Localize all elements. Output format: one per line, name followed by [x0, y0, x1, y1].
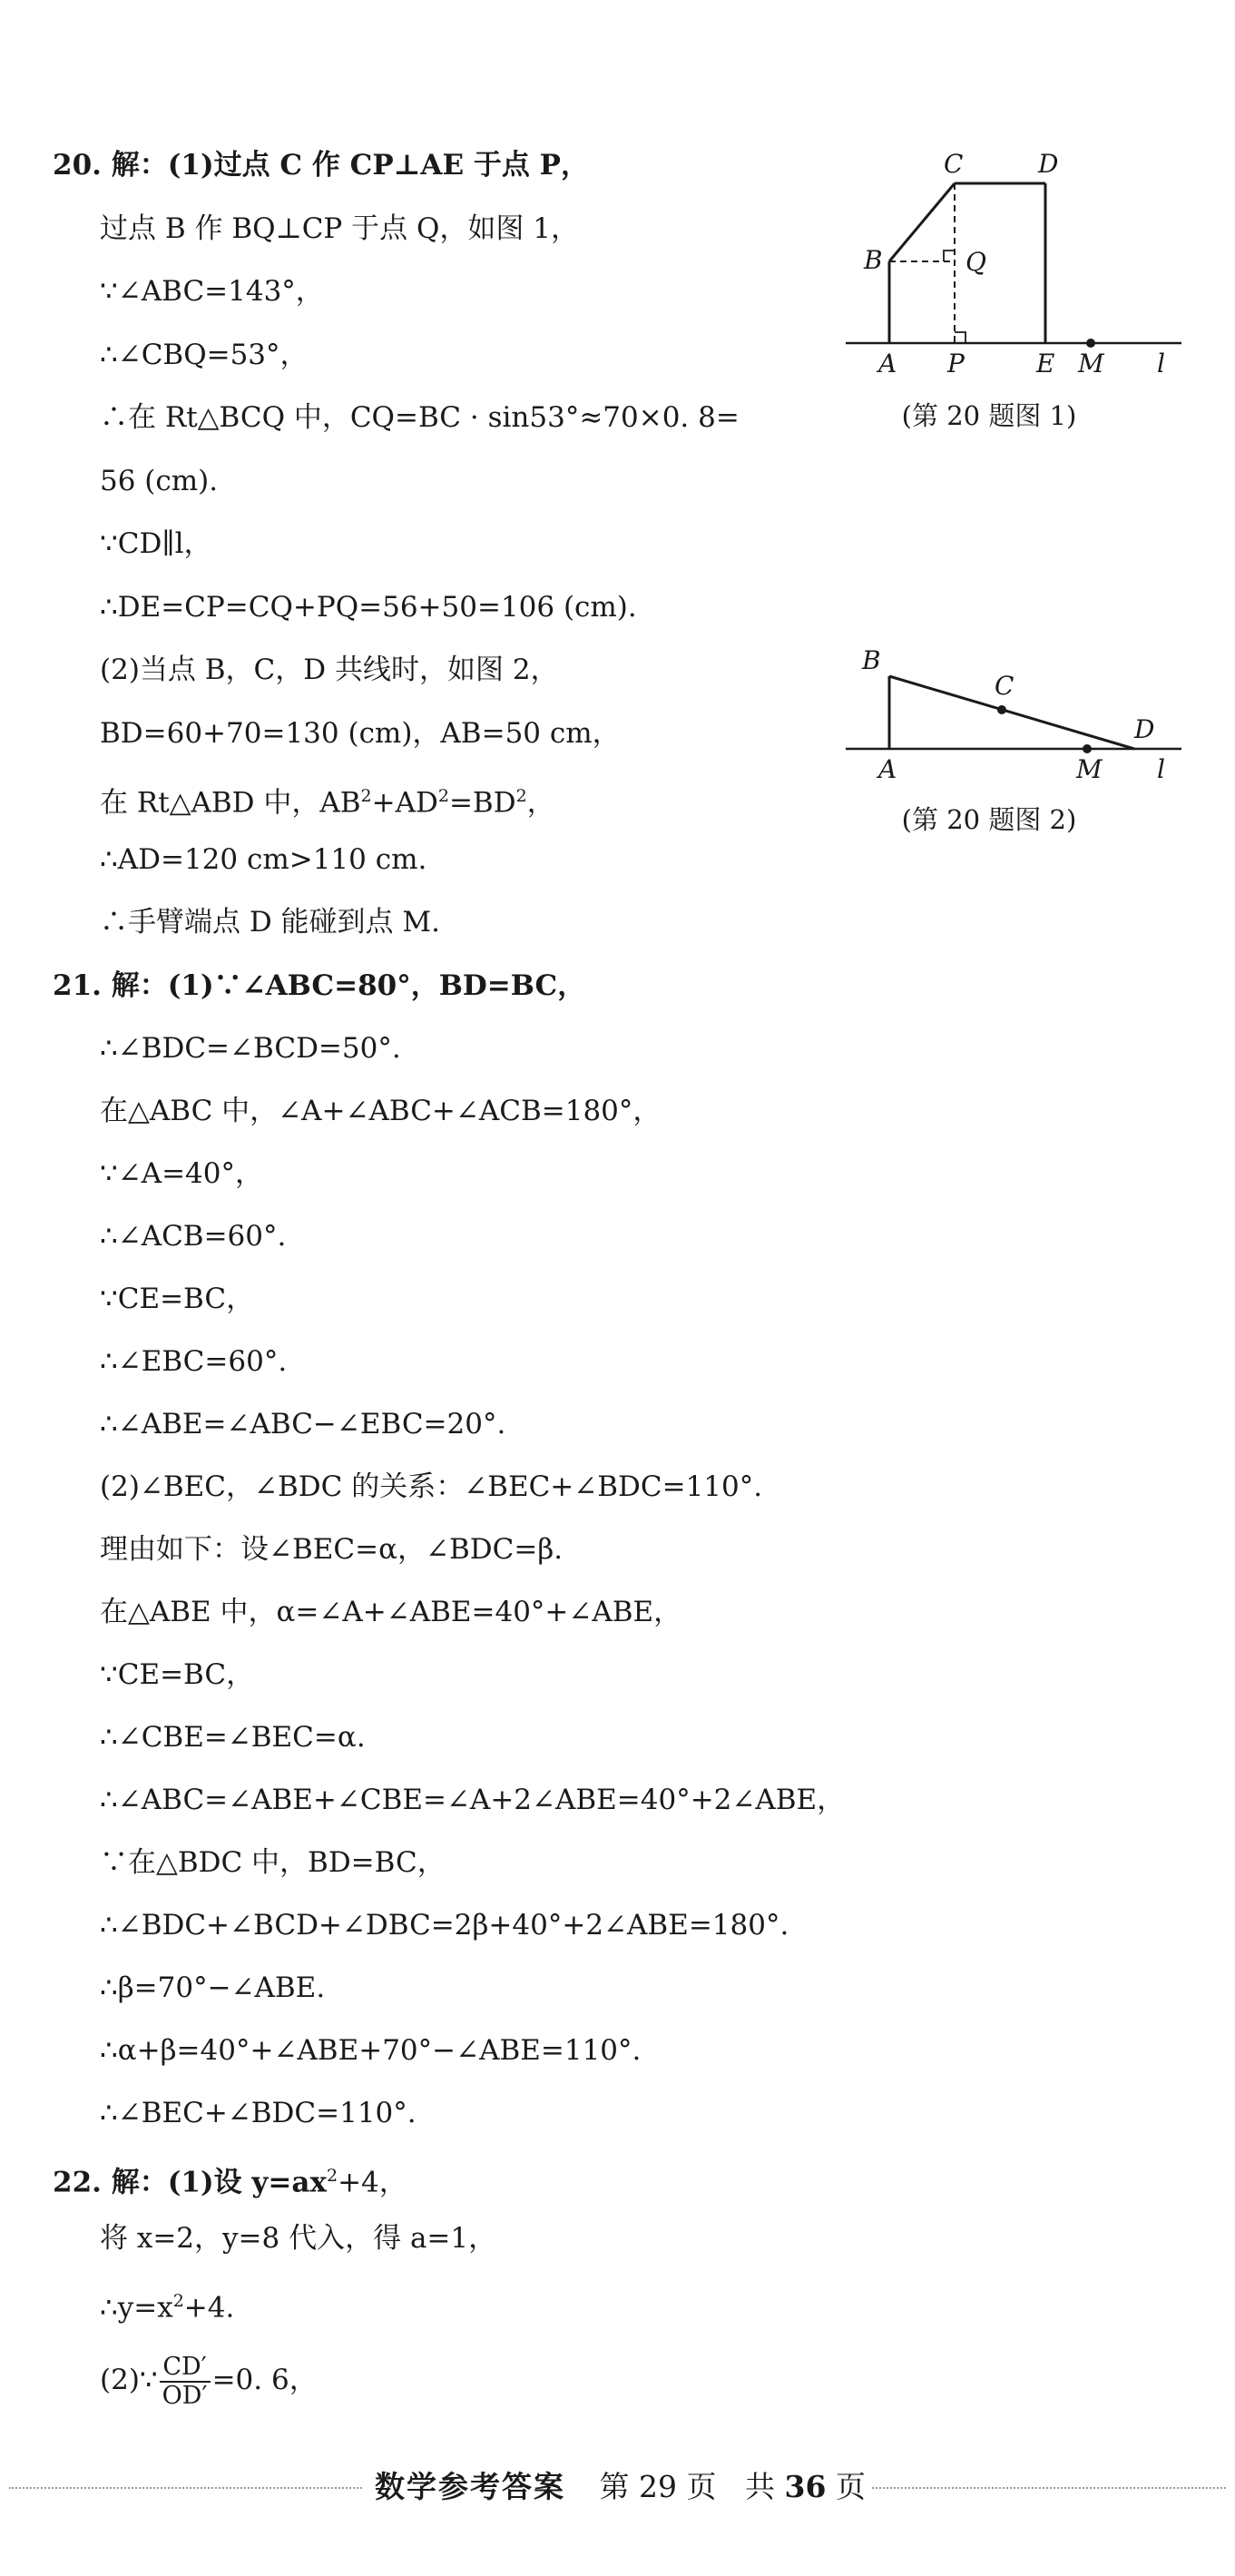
right-angle-mark-q: [944, 251, 955, 261]
answer-21-line-18: ∴α+β=40°+∠ABE+70°−∠ABE=110°.: [100, 2034, 642, 2067]
text-segment: +4.: [183, 2291, 235, 2325]
page-footer: [0, 2467, 1235, 2507]
answer-20-line-11: [100, 778, 555, 821]
text-segment: =BD: [448, 786, 516, 820]
answer-20-line-3: ∵∠ABC=143°，: [100, 275, 324, 308]
answer-20-line-2: 过点 B 作 BQ⊥CP 于点 Q，如图 1，: [100, 212, 579, 245]
page-prefix: 第: [599, 2469, 630, 2504]
text-segment: +4，: [338, 2166, 407, 2199]
total-pages: 36: [784, 2469, 827, 2504]
answer-21-line-6: ∵CE=BC，: [100, 1283, 255, 1315]
answer-21-line-11: 在△ABE 中，α=∠A+∠ABE=40°+∠ABE，: [100, 1596, 682, 1628]
fraction-denominator: OD′: [162, 2381, 208, 2410]
label-m: M: [1076, 754, 1103, 784]
label-l: l: [1157, 349, 1165, 379]
label-a: A: [878, 754, 897, 784]
answer-21-line-5: ∴∠ACB=60°.: [100, 1220, 287, 1253]
superscript: 2: [437, 786, 449, 806]
answer-21-line-13: ∴∠CBE=∠BEC=α.: [100, 1721, 366, 1754]
answer-21-line-16: ∴∠BDC+∠BCD+∠DBC=2β+40°+2∠ABE=180°.: [100, 1909, 789, 1942]
point-c: [997, 705, 1006, 714]
answer-21-line-7: ∴∠EBC=60°.: [100, 1345, 288, 1378]
text-segment: =0. 6，: [211, 2364, 318, 2396]
figure-caption: (第 20 题图 2): [901, 804, 1077, 835]
right-angle-mark-p: [955, 332, 965, 343]
total-suffix: 页: [835, 2469, 866, 2504]
answer-21-line-1: 21. 解：(1)∵∠ABC=80°，BD=BC，: [53, 969, 586, 1002]
point-m: [1086, 339, 1095, 348]
answer-21-line-19: ∴∠BEC+∠BDC=110°.: [100, 2097, 417, 2129]
answer-21-line-3: 在△ABC 中，∠A+∠ABC+∠ACB=180°，: [100, 1095, 662, 1127]
answer-20-line-9: (2)当点 B，C，D 共线时，如图 2，: [100, 654, 559, 686]
answer-22-line-1: [53, 2158, 407, 2200]
page-number: 29: [639, 2469, 678, 2504]
superscript: 2: [515, 786, 527, 806]
label-b: B: [864, 245, 883, 275]
answer-21-line-17: ∴β=70°−∠ABE.: [100, 1971, 326, 2004]
footer-title: 数学参考答案: [369, 2469, 571, 2504]
figure-20-1: [835, 143, 1189, 443]
answer-22-line-2: 将 x=2，y=8 代入，得 a=1，: [100, 2222, 497, 2255]
label-p: P: [947, 349, 965, 379]
superscript: 2: [326, 2166, 338, 2186]
text-segment: 在 Rt△ABD 中，AB: [100, 786, 361, 820]
answer-21-line-12: ∵CE=BC，: [100, 1658, 255, 1691]
label-c: C: [995, 671, 1014, 701]
answer-20-line-13: ∴手臂端点 D 能碰到点 M.: [100, 906, 441, 939]
label-l: l: [1157, 754, 1165, 784]
figure-caption: (第 20 题图 1): [901, 400, 1077, 431]
text-segment: (2)∵: [100, 2364, 158, 2396]
question-number: 20. 解：(1)过点 C 作 CP⊥AE 于点 P，: [53, 149, 589, 182]
answer-20-line-6: 56 (cm).: [100, 465, 219, 497]
answer-20-line-4: ∴∠CBQ=53°，: [100, 339, 309, 371]
answer-20-line-8: ∴DE=CP=CQ+PQ=56+50=106 (cm).: [100, 591, 637, 624]
text-segment: 22. 解：(1)设 y=ax: [53, 2166, 327, 2199]
page-suffix: 页: [686, 2469, 717, 2504]
label-m: M: [1078, 349, 1104, 379]
answer-20-line-5: ∴在 Rt△BCQ 中，CQ=BC · sin53°≈70×0. 8=: [100, 401, 740, 434]
answer-21-line-15: ∵在△BDC 中，BD=BC，: [100, 1846, 446, 1879]
fraction: [160, 2354, 211, 2410]
answer-20-line-10: BD=60+70=130 (cm)，AB=50 cm，: [100, 717, 621, 750]
superscript: 2: [172, 2291, 184, 2311]
answer-20-line-12: ∴AD=120 cm>110 cm.: [100, 843, 427, 876]
answer-22-line-4: [100, 2351, 318, 2410]
label-a: A: [878, 349, 897, 379]
label-b: B: [862, 645, 881, 675]
fraction-numerator: CD′: [160, 2354, 211, 2383]
answer-21-line-14: ∴∠ABC=∠ABE+∠CBE=∠A+2∠ABE=40°+2∠ABE，: [100, 1784, 846, 1816]
text-segment: +AD: [371, 786, 438, 820]
superscript: 2: [360, 786, 372, 806]
answer-21-line-9: (2)∠BEC，∠BDC 的关系：∠BEC+∠BDC=110°.: [100, 1470, 763, 1503]
text-segment: ∴y=x: [100, 2291, 173, 2325]
footer-text: [364, 2469, 871, 2504]
total-prefix: 共: [745, 2469, 776, 2504]
label-d: D: [1134, 714, 1155, 744]
answer-20-line-7: ∵CD∥l，: [100, 527, 212, 560]
answer-22-line-3: [100, 2283, 234, 2325]
figure-20-2: [835, 640, 1189, 858]
answer-21-line-8: ∴∠ABE=∠ABC−∠EBC=20°.: [100, 1408, 506, 1440]
label-e: E: [1036, 349, 1055, 379]
text-segment: ，: [526, 786, 555, 820]
answer-21-line-2: ∴∠BDC=∠BCD=50°.: [100, 1032, 401, 1065]
label-q: Q: [965, 247, 986, 277]
answer-21-line-4: ∵∠A=40°，: [100, 1157, 264, 1190]
label-c: C: [944, 149, 964, 179]
answer-21-line-10: 理由如下：设∠BEC=α，∠BDC=β.: [100, 1533, 564, 1566]
point-m: [1083, 744, 1092, 753]
answer-20-line-1: [53, 147, 589, 183]
label-d: D: [1038, 149, 1059, 179]
